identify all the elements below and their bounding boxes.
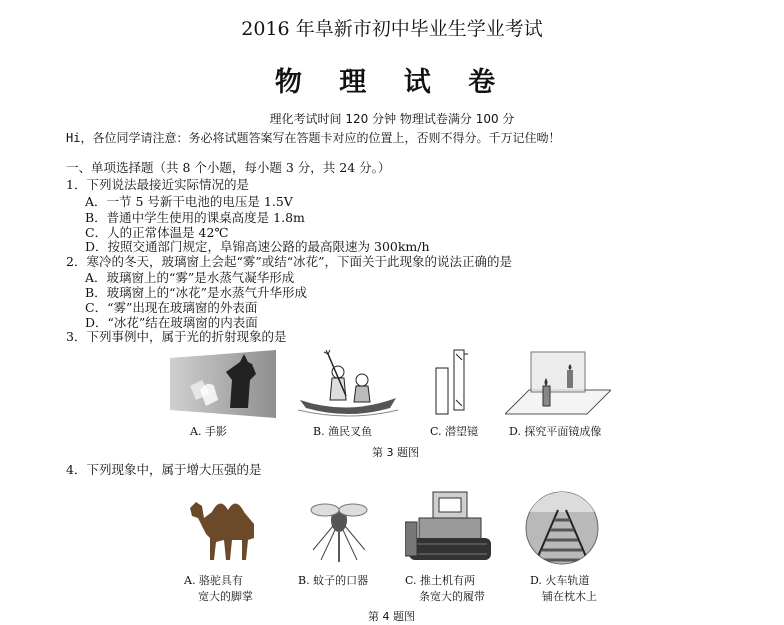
mosquito-figure	[303, 490, 375, 566]
q4-caption-a-line2: 宽大的脚掌	[198, 590, 253, 603]
question-2-option-d: D．“冰花”结在玻璃窗的内表面	[85, 315, 258, 330]
fisherman-figure	[298, 350, 398, 418]
q4-caption-d-line2: 铺在枕木上	[542, 590, 597, 603]
q4-figure-caption: 第 4 题图	[368, 610, 415, 623]
q3-caption-b: B. 渔民叉鱼	[313, 425, 373, 438]
question-2-stem: 2．寒冷的冬天，玻璃窗上会起“雾”或结“冰花”，下面关于此现象的说法正确的是	[66, 254, 513, 269]
q3-caption-c: C. 潜望镜	[430, 425, 479, 438]
q4-caption-c-line1: C. 推土机有两	[405, 574, 476, 587]
section-heading: 一、单项选择题（共 8 个小题，每小题 3 分，共 24 分。）	[66, 160, 391, 175]
q4-caption-c	[405, 572, 485, 604]
exam-notice: Hi，各位同学请注意：务必将试题答案写在答题卡对应的位置上，否则不得分。千万记住呦！	[66, 131, 561, 145]
question-2-option-b: B．玻璃窗上的“冰花”是水蒸气升华形成	[85, 285, 307, 300]
periscope-figure	[432, 348, 472, 418]
question-3-stem: 3．下列事例中，属于光的折射现象的是	[66, 329, 287, 344]
q3-caption-a: A. 手影	[190, 425, 227, 438]
q4-caption-b: B. 蚊子的口器	[298, 574, 369, 587]
question-1-option-a: A．一节 5 号新干电池的电压是 1.5V	[85, 194, 293, 209]
q4-caption-d	[530, 572, 597, 604]
paper-title: 物 理 试 卷	[274, 67, 510, 98]
question-1-option-c: C．人的正常体温是 42℃	[85, 225, 229, 240]
question-2-option-a: A．玻璃窗上的“雾”是水蒸气凝华形成	[85, 270, 295, 285]
question-4-stem: 4．下列现象中，属于增大压强的是	[66, 462, 262, 477]
q4-caption-a-line1: A. 骆驼具有	[184, 574, 243, 587]
q3-caption-d: D. 探究平面镜成像	[509, 425, 602, 438]
q4-caption-c-line2: 条宽大的履带	[419, 590, 485, 603]
bulldozer-figure	[405, 488, 495, 566]
q4-caption-a	[184, 572, 253, 604]
railway-track-figure	[524, 490, 600, 566]
question-1-option-d: D．按照交通部门规定，阜锦高速公路的最高限速为 300km/h	[85, 239, 430, 254]
question-1-option-b: B．普通中学生使用的课桌高度是 1.8m	[85, 210, 305, 225]
plane-mirror-figure	[505, 350, 611, 418]
exam-info: 理化考试时间 120 分钟 物理试卷满分 100 分	[269, 112, 515, 126]
hand-shadow-figure	[170, 350, 276, 418]
camel-figure	[182, 488, 272, 568]
question-1-stem: 1．下列说法最接近实际情况的是	[66, 177, 249, 192]
q3-figure-caption: 第 3 题图	[372, 446, 419, 459]
question-2-option-c: C．“雾”出现在玻璃窗的外表面	[85, 300, 258, 315]
exam-title: 2016 年阜新市初中毕业生学业考试	[241, 18, 543, 40]
q4-caption-d-line1: D. 火车轨道	[530, 574, 590, 587]
